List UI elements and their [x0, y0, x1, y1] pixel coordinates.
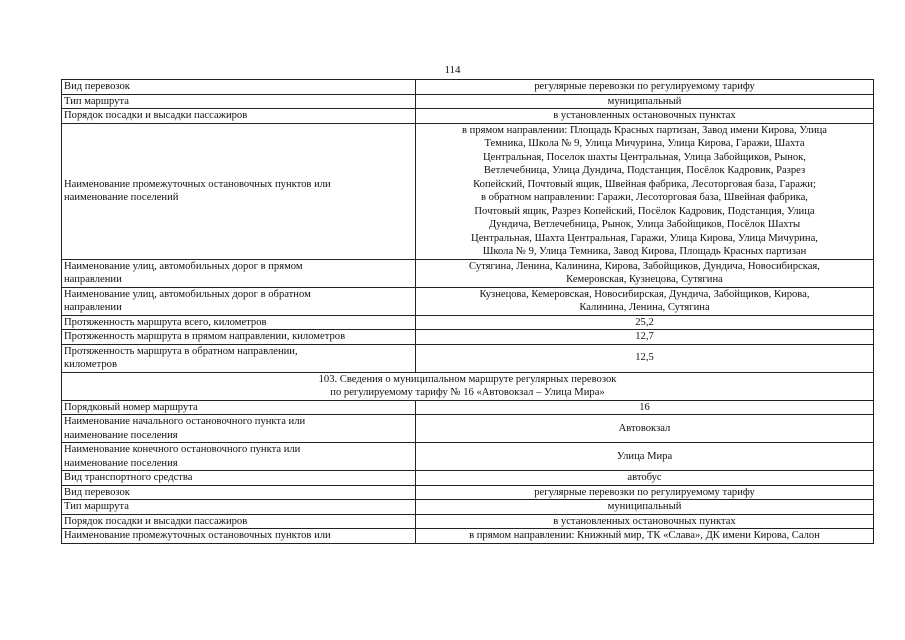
- row-label: [62, 259, 416, 287]
- row-value: [416, 94, 874, 109]
- cell-line: направлении: [64, 302, 122, 313]
- cell-line: 12,5: [635, 352, 654, 364]
- row-value: [416, 514, 874, 529]
- cell-line: Протяженность маршрута в обратном направлении,: [64, 345, 298, 357]
- cell-line: направлении: [64, 274, 122, 285]
- row-label: [62, 80, 416, 95]
- row-value: [416, 443, 874, 471]
- cell-line: в обратном направлении: Гаражи, Лесоторговая база, Швейная фабрика,: [481, 192, 808, 203]
- section-heading-line: 103. Сведения о муниципальном маршруте регулярных перевозок: [318, 373, 617, 385]
- row-label: [62, 400, 416, 415]
- cell-line: в прямом направлении: Книжный мир, ТК «Слава», ДК имени Кирова, Салон: [469, 530, 820, 541]
- cell-line: Кемеровская, Кузнецова, Сутягина: [566, 274, 723, 285]
- row-value: [416, 344, 874, 372]
- cell-line: Дундича, Ветлечебница, Рынок, Улица Забойщиков, Посёлок Шахты: [488, 219, 801, 230]
- cell-line: Калинина, Ленина, Сутягина: [579, 302, 710, 313]
- cell-line: Наименование конечного остановочного пункта или: [64, 444, 301, 455]
- table-row: [62, 344, 874, 372]
- cell-line: муниципальный: [607, 95, 682, 107]
- cell-line: Вид перевозок: [64, 486, 130, 498]
- cell-line: Тип маршрута: [64, 95, 129, 107]
- cell-line: 25,2: [635, 316, 654, 328]
- cell-line: Вид транспортного средства: [64, 472, 193, 483]
- table-row: [62, 500, 874, 515]
- cell-line: в установленных остановочных пунктах: [553, 110, 736, 121]
- route-table-body: [62, 80, 874, 544]
- cell-line: Кузнецова, Кемеровская, Новосибирская, Дундича, Забойщиков, Кирова,: [479, 288, 810, 300]
- cell-line: Наименование промежуточных остановочных пунктов или: [64, 178, 331, 190]
- row-label: [62, 287, 416, 315]
- row-label: [62, 471, 416, 486]
- row-label: [62, 485, 416, 500]
- row-value: [416, 259, 874, 287]
- table-row: [62, 471, 874, 486]
- section-heading: [62, 372, 874, 400]
- row-value: [416, 330, 874, 345]
- row-value: [416, 123, 874, 259]
- cell-line: наименование поселений: [64, 192, 179, 203]
- section-heading-row: [62, 372, 874, 400]
- cell-line: Сутягина, Ленина, Калинина, Кирова, Забойщиков, Дундича, Новосибирская,: [469, 260, 820, 272]
- cell-line: Копейский, Почтовый ящик, Швейная фабрика, Лесоторговая база, Гаражи;: [473, 178, 816, 190]
- cell-line: километров: [64, 359, 117, 370]
- page-number: 114: [444, 64, 461, 76]
- row-label: [62, 415, 416, 443]
- cell-line: Порядковый номер маршрута: [64, 401, 198, 413]
- table-row: [62, 109, 874, 124]
- table-row: [62, 443, 874, 471]
- row-label: [62, 330, 416, 345]
- cell-line: автобус: [627, 472, 662, 483]
- cell-line: в прямом направлении: Площадь Красных партизан, Завод имени Кирова, Улица: [462, 124, 827, 136]
- table-row: [62, 330, 874, 345]
- section-heading-line: по регулируемому тарифу № 16 «Автовокзал – Улица Мира»: [330, 387, 605, 398]
- row-value: [416, 500, 874, 515]
- cell-line: Почтовый ящик, Разрез Копейский, Посёлок Кадровик, Подстанция, Улица: [474, 205, 815, 217]
- cell-line: наименование поселения: [64, 429, 178, 441]
- cell-line: Автовокзал: [618, 422, 671, 434]
- cell-line: Темника, Школа № 9, Улица Мичурина, Улица Кирова, Гаражи, Шахта: [484, 138, 805, 149]
- row-label: [62, 344, 416, 372]
- table-row: [62, 259, 874, 287]
- row-label: [62, 94, 416, 109]
- cell-line: Центральная, Поселок шахты Центральная, Улица Забойщиков, Рынок,: [483, 151, 806, 163]
- row-label: [62, 315, 416, 330]
- table-row: [62, 400, 874, 415]
- table-row: [62, 123, 874, 259]
- table-row: [62, 80, 874, 95]
- cell-line: 12,7: [635, 331, 654, 342]
- row-value: [416, 400, 874, 415]
- table-row: [62, 415, 874, 443]
- cell-line: регулярные перевозки по регулируемому тарифу: [534, 486, 755, 498]
- table-row: [62, 529, 874, 544]
- row-value: [416, 109, 874, 124]
- cell-line: Школа № 9, Улица Темника, Завод Кирова, Площадь Красных партизан: [482, 246, 807, 257]
- row-label: [62, 123, 416, 259]
- row-label: [62, 514, 416, 529]
- cell-line: Наименование начального остановочного пункта или: [64, 416, 306, 427]
- cell-line: наименование поселения: [64, 457, 178, 469]
- cell-line: Протяженность маршрута всего, километров: [64, 316, 267, 328]
- cell-line: Наименование промежуточных остановочных пунктов или: [64, 530, 331, 541]
- row-value: [416, 80, 874, 95]
- cell-line: Улица Мира: [616, 450, 673, 462]
- row-label: [62, 500, 416, 515]
- cell-line: 16: [639, 401, 650, 413]
- cell-line: Порядок посадки и высадки пассажиров: [64, 515, 248, 527]
- route-table: [61, 79, 874, 544]
- cell-line: Центральная, Шахта Центральная, Гаражи, Улица Кирова, Улица Мичурина,: [471, 232, 818, 244]
- row-label: [62, 529, 416, 544]
- cell-line: Порядок посадки и высадки пассажиров: [64, 110, 248, 121]
- cell-line: в установленных остановочных пунктах: [553, 515, 736, 527]
- cell-line: муниципальный: [607, 501, 682, 512]
- cell-line: Вид перевозок: [64, 81, 130, 92]
- cell-line: регулярные перевозки по регулируемому тарифу: [534, 81, 755, 92]
- table-row: [62, 315, 874, 330]
- cell-line: Наименование улиц, автомобильных дорог в прямом: [64, 260, 303, 272]
- cell-line: Ветлечебница, Улица Дундича, Подстанция, Посёлок Кадровик, Разрез: [483, 165, 806, 176]
- row-label: [62, 109, 416, 124]
- row-value: [416, 485, 874, 500]
- table-row: [62, 287, 874, 315]
- row-value: [416, 471, 874, 486]
- cell-line: Наименование улиц, автомобильных дорог в обратном: [64, 288, 311, 300]
- cell-line: Тип маршрута: [64, 501, 129, 512]
- row-label: [62, 443, 416, 471]
- cell-line: Протяженность маршрута в прямом направлении, километров: [64, 331, 346, 342]
- table-row: [62, 94, 874, 109]
- table-row: [62, 514, 874, 529]
- row-value: [416, 315, 874, 330]
- table-row: [62, 485, 874, 500]
- row-value: [416, 287, 874, 315]
- row-value: [416, 529, 874, 544]
- row-value: [416, 415, 874, 443]
